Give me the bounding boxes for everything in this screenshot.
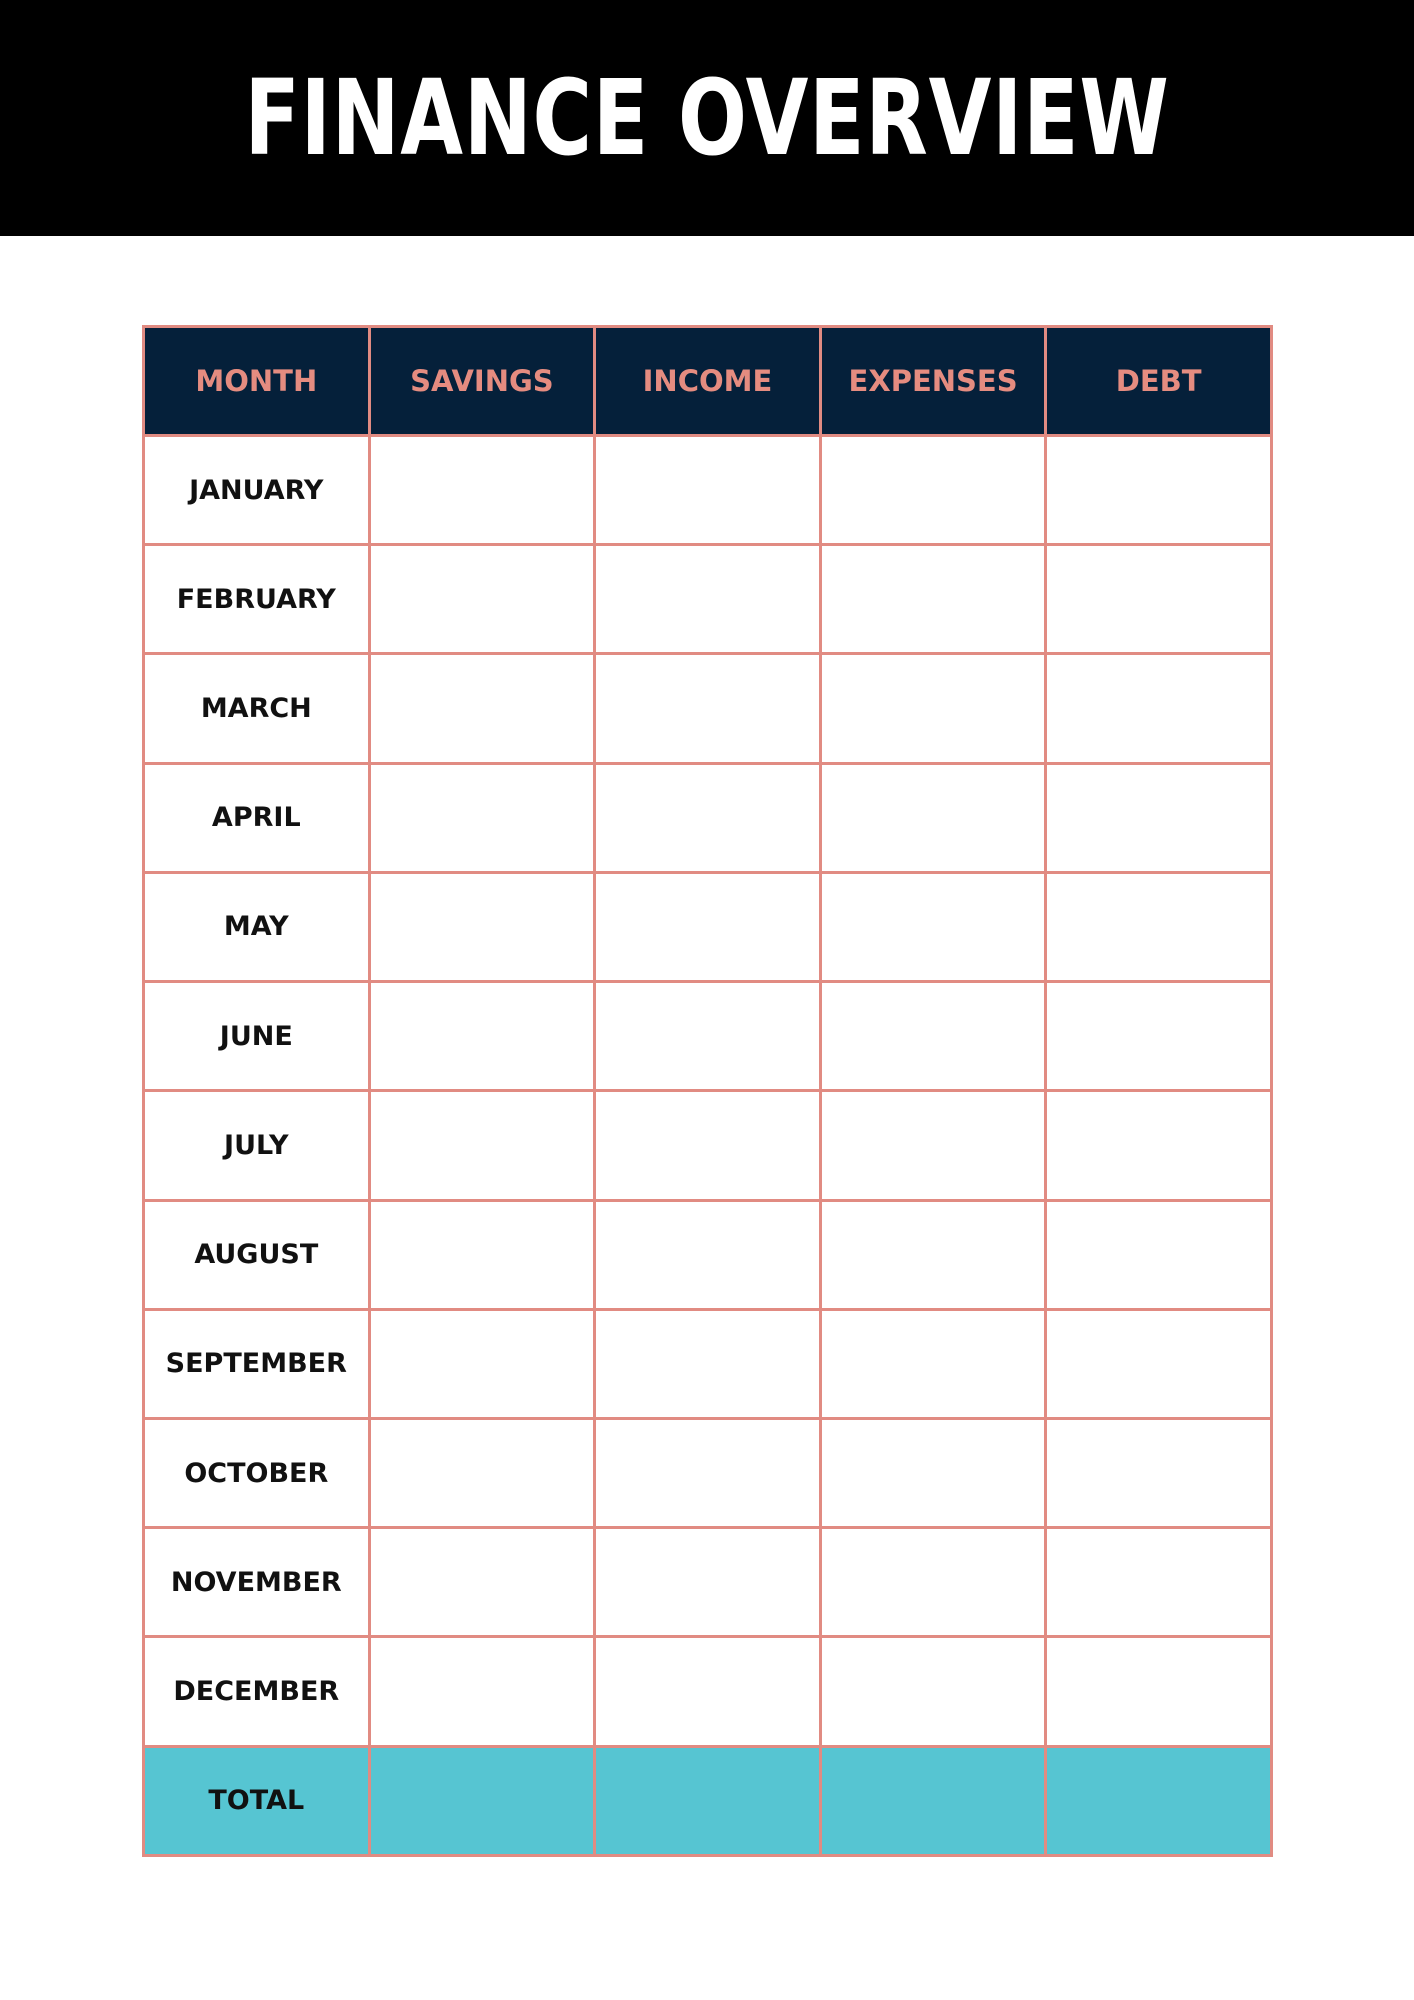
table-row <box>144 545 1272 654</box>
expenses-cell[interactable] <box>820 436 1046 545</box>
month-cell: OCTOBER <box>144 1418 370 1527</box>
debt-cell[interactable] <box>1046 1200 1272 1309</box>
income-cell[interactable] <box>595 1091 821 1200</box>
expenses-cell[interactable] <box>820 545 1046 654</box>
income-cell[interactable] <box>595 436 821 545</box>
expenses-cell[interactable] <box>820 1418 1046 1527</box>
debt-cell[interactable] <box>1046 872 1272 981</box>
total-debt-cell[interactable] <box>1046 1746 1272 1855</box>
savings-cell[interactable] <box>369 545 595 654</box>
expenses-cell[interactable] <box>820 872 1046 981</box>
total-expenses-cell[interactable] <box>820 1746 1046 1855</box>
income-cell[interactable] <box>595 1418 821 1527</box>
debt-cell[interactable] <box>1046 1528 1272 1637</box>
debt-cell[interactable] <box>1046 763 1272 872</box>
savings-cell[interactable] <box>369 1200 595 1309</box>
month-cell: SEPTEMBER <box>144 1309 370 1418</box>
column-header-expenses: EXPENSES <box>820 327 1046 436</box>
debt-cell[interactable] <box>1046 982 1272 1091</box>
debt-cell[interactable] <box>1046 545 1272 654</box>
debt-cell[interactable] <box>1046 1309 1272 1418</box>
title-banner <box>0 0 1414 236</box>
expenses-cell[interactable] <box>820 1528 1046 1637</box>
savings-cell[interactable] <box>369 1418 595 1527</box>
expenses-cell[interactable] <box>820 982 1046 1091</box>
income-cell[interactable] <box>595 982 821 1091</box>
total-savings-cell[interactable] <box>369 1746 595 1855</box>
table-row <box>144 1418 1272 1527</box>
savings-cell[interactable] <box>369 654 595 763</box>
expenses-cell[interactable] <box>820 1637 1046 1746</box>
income-cell[interactable] <box>595 763 821 872</box>
expenses-cell[interactable] <box>820 1200 1046 1309</box>
savings-cell[interactable] <box>369 763 595 872</box>
debt-cell[interactable] <box>1046 1091 1272 1200</box>
income-cell[interactable] <box>595 1637 821 1746</box>
debt-cell[interactable] <box>1046 1418 1272 1527</box>
column-header-month: MONTH <box>144 327 370 436</box>
debt-cell[interactable] <box>1046 436 1272 545</box>
month-cell: DECEMBER <box>144 1637 370 1746</box>
month-cell: JULY <box>144 1091 370 1200</box>
finance-table <box>142 325 1273 1857</box>
debt-cell[interactable] <box>1046 654 1272 763</box>
table-row <box>144 763 1272 872</box>
expenses-cell[interactable] <box>820 763 1046 872</box>
expenses-cell[interactable] <box>820 654 1046 763</box>
savings-cell[interactable] <box>369 1091 595 1200</box>
expenses-cell[interactable] <box>820 1091 1046 1200</box>
savings-cell[interactable] <box>369 1637 595 1746</box>
table-row <box>144 872 1272 981</box>
column-header-savings: SAVINGS <box>369 327 595 436</box>
month-cell: FEBRUARY <box>144 545 370 654</box>
table-row <box>144 1528 1272 1637</box>
expenses-cell[interactable] <box>820 1309 1046 1418</box>
table-row <box>144 1637 1272 1746</box>
total-label: TOTAL <box>144 1746 370 1855</box>
month-cell: JANUARY <box>144 436 370 545</box>
income-cell[interactable] <box>595 872 821 981</box>
income-cell[interactable] <box>595 1528 821 1637</box>
total-row <box>144 1746 1272 1855</box>
table-row <box>144 1200 1272 1309</box>
savings-cell[interactable] <box>369 872 595 981</box>
income-cell[interactable] <box>595 545 821 654</box>
total-income-cell[interactable] <box>595 1746 821 1855</box>
table-row <box>144 982 1272 1091</box>
income-cell[interactable] <box>595 1309 821 1418</box>
month-cell: NOVEMBER <box>144 1528 370 1637</box>
income-cell[interactable] <box>595 654 821 763</box>
month-cell: AUGUST <box>144 1200 370 1309</box>
debt-cell[interactable] <box>1046 1637 1272 1746</box>
savings-cell[interactable] <box>369 1528 595 1637</box>
table-header-row <box>144 327 1272 436</box>
page-title: FINANCE OVERVIEW <box>244 57 1170 179</box>
savings-cell[interactable] <box>369 436 595 545</box>
table-row <box>144 1309 1272 1418</box>
savings-cell[interactable] <box>369 1309 595 1418</box>
table-row <box>144 654 1272 763</box>
table-row <box>144 436 1272 545</box>
savings-cell[interactable] <box>369 982 595 1091</box>
column-header-debt: DEBT <box>1046 327 1272 436</box>
column-header-income: INCOME <box>595 327 821 436</box>
month-cell: MAY <box>144 872 370 981</box>
month-cell: APRIL <box>144 763 370 872</box>
month-cell: JUNE <box>144 982 370 1091</box>
month-cell: MARCH <box>144 654 370 763</box>
income-cell[interactable] <box>595 1200 821 1309</box>
table-row <box>144 1091 1272 1200</box>
